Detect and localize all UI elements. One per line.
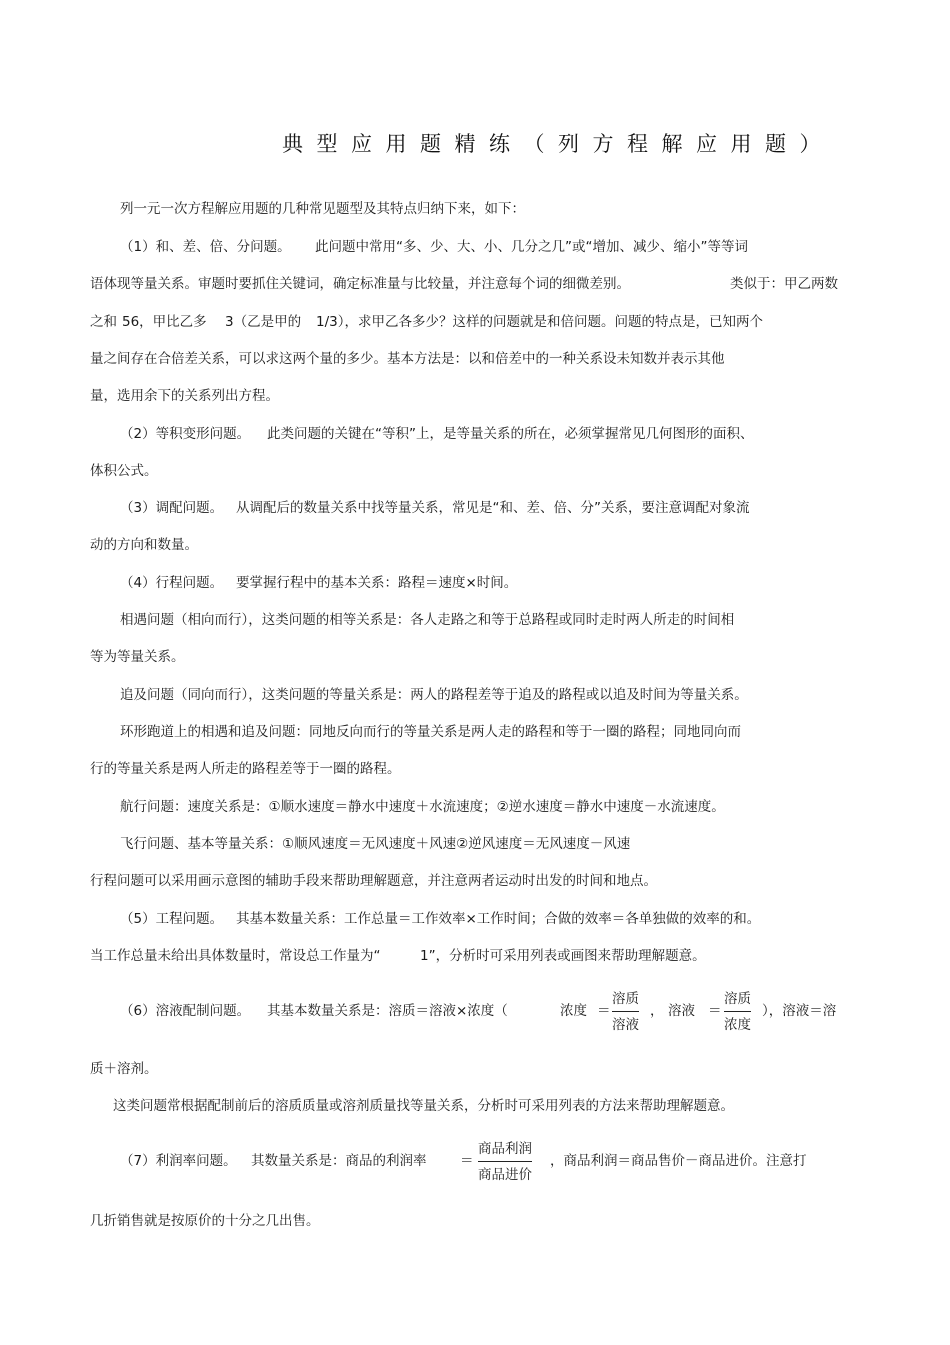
- p1-heading: （1）和、差、倍、分问题。: [120, 239, 291, 255]
- p5-line2-a: 当工作总量未给出具体数量时，常设总工作量为“: [90, 948, 381, 964]
- p1-line3-a: 之和: [90, 314, 117, 330]
- p6-heading: （6）溶液配制问题。: [120, 1003, 251, 1019]
- p7-line2: 几折销售就是按原价的十分之几出售。: [90, 1213, 320, 1229]
- p1-line2: 语体现等量关系。审题时要抓住关键词，确定标准量与比较量，并注意每个词的细微差别。: [90, 276, 630, 292]
- p4-fly: 飞行问题、基本等量关系：①顺风速度＝无风速度＋风速②逆风速度＝无风速度－风速: [120, 836, 631, 852]
- p6-fraction-concentration: [612, 990, 639, 1034]
- p1-line2-example: 类似于：甲乙两数: [730, 276, 838, 292]
- p4-ring-line1: 环形跑道上的相遇和追及问题：同地反向而行的等量关系是两人走的路程和等于一圈的路程；同地同向而: [120, 724, 741, 740]
- p2-line1: 此类问题的关键在“等积”上，是等量关系的所在，必须掌握常见几何图形的面积、: [267, 426, 754, 442]
- p7-fraction-profit-rate: [478, 1140, 532, 1184]
- p6-equals-2: ＝: [708, 1003, 722, 1019]
- page-title: 典型应用题精练（列方程解应用题）: [282, 132, 834, 156]
- p1-line5: 量，选用余下的关系列出方程。: [90, 388, 279, 404]
- p6-fraction-solution: [724, 990, 751, 1034]
- p6-fraction2-numerator: 溶质: [724, 991, 751, 1007]
- fraction-bar: [478, 1161, 532, 1162]
- p6-equals-1: ＝: [597, 1003, 611, 1019]
- p2-line2: 体积公式。: [90, 463, 158, 479]
- p2-heading: （2）等积变形问题。: [120, 426, 251, 442]
- p5-line1: 其基本数量关系：工作总量＝工作效率×工作时间；合做的效率＝各单独做的效率的和。: [236, 911, 761, 927]
- p7-line1: 其数量关系是：商品的利润率: [251, 1153, 427, 1169]
- p6-fraction1-numerator: 溶质: [612, 991, 639, 1007]
- p1-line3-b: 56，甲比乙多: [122, 314, 207, 330]
- fraction-bar: [724, 1011, 751, 1012]
- p5-heading: （5）工程问题。: [120, 911, 224, 927]
- p4-meet-line1: 相遇问题（相向而行），这类问题的相等关系是：各人走路之和等于总路程或同时走时两人所走的时间相: [120, 612, 735, 628]
- p6-comma: ，: [650, 1003, 664, 1019]
- p6-line1-tail: ），溶液＝溶: [762, 1003, 837, 1019]
- fraction-bar: [612, 1011, 639, 1012]
- p4-chase: 追及问题（同向而行），这类问题的等量关系是：两人的路程差等于追及的路程或以追及时间为等量关系。: [120, 687, 748, 703]
- p5-line2-b: 1”，分析时可采用列表或画图来帮助理解题意。: [420, 948, 706, 964]
- p6-note: 这类问题常根据配制前后的溶质质量或溶剂质量找等量关系，分析时可采用列表的方法来帮助理解题意。: [113, 1098, 734, 1114]
- p1-line4: 量之间存在合倍差关系，可以求这两个量的多少。基本方法是：以和倍差中的一种关系设未知数并表示其他: [90, 351, 725, 367]
- p4-ring-line2: 行的等量关系是两人所走的路程差等于一圈的路程。: [90, 761, 401, 777]
- p6-line2: 质＋溶剂。: [90, 1061, 158, 1077]
- p4-boat: 航行问题：速度关系是：①顺水速度＝静水中速度＋水流速度；②逆水速度＝静水中速度－水流速度。: [120, 799, 725, 815]
- p4-tip: 行程问题可以采用画示意图的辅助手段来帮助理解题意，并注意两者运动时出发的时间和地点。: [90, 873, 657, 889]
- p6-concentration-label: 浓度: [560, 1003, 587, 1019]
- p6-solution-label: 溶液: [668, 1003, 695, 1019]
- p6-fraction1-denominator: 溶液: [612, 1017, 639, 1033]
- p7-heading: （7）利润率问题。: [120, 1153, 237, 1169]
- p1-line3-d: 1/3），求甲乙各多少？这样的问题就是和倍问题。问题的特点是，已知两个: [316, 314, 763, 330]
- p1-line1: 此问题中常用“多、少、大、小、几分之几”或“增加、减少、缩小”等等词: [315, 239, 748, 255]
- p3-heading: （3）调配问题。: [120, 500, 224, 516]
- p3-line2: 动的方向和数量。: [90, 537, 198, 553]
- p7-equals: ＝: [460, 1153, 474, 1169]
- p3-line1: 从调配后的数量关系中找等量关系，常见是“和、差、倍、分”关系，要注意调配对象流: [236, 500, 750, 516]
- p7-fraction-numerator: 商品利润: [478, 1141, 532, 1157]
- p7-fraction-denominator: 商品进价: [478, 1167, 532, 1183]
- p4-heading: （4）行程问题。: [120, 575, 224, 591]
- intro-text: 列一元一次方程解应用题的几种常见题型及其特点归纳下来，如下：: [120, 201, 525, 217]
- p4-line1: 要掌握行程中的基本关系：路程＝速度×时间。: [236, 575, 518, 591]
- p4-meet-line2: 等为等量关系。: [90, 649, 185, 665]
- p7-line1-tail: ，商品利润＝商品售价－商品进价。注意打: [550, 1153, 807, 1169]
- p6-line1: 其基本数量关系是：溶质＝溶液×浓度（: [267, 1003, 508, 1019]
- p6-fraction2-denominator: 浓度: [724, 1017, 751, 1033]
- p1-line3-c: 3（乙是甲的: [225, 314, 302, 330]
